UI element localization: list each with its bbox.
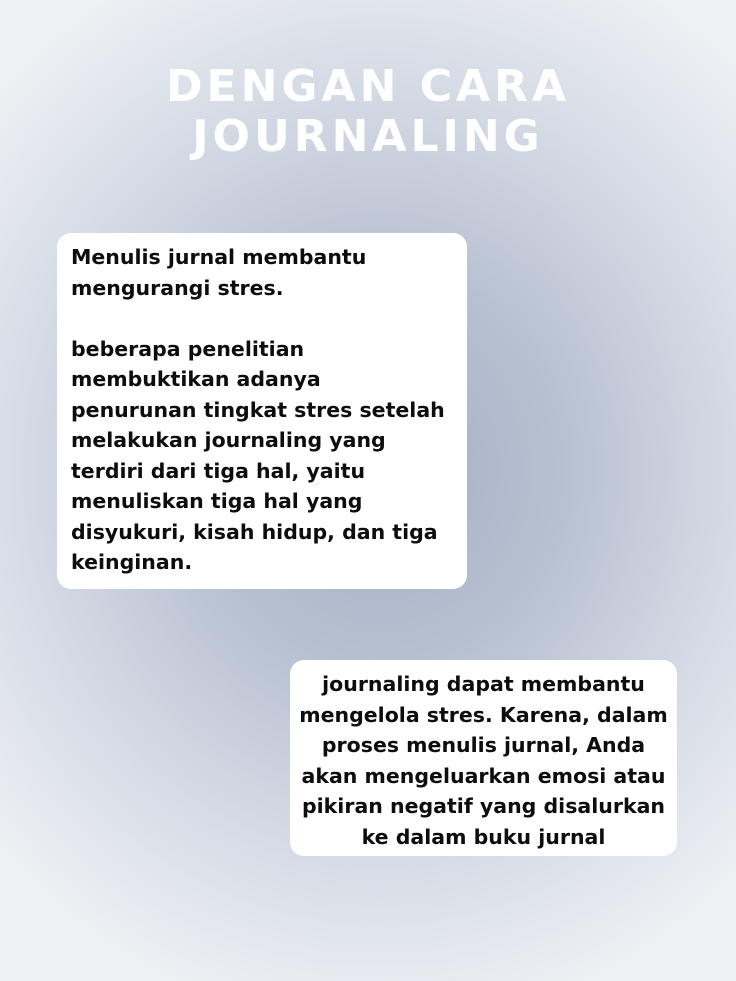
card-right-body: journaling dapat membantu mengelola stres. Karena, dalam proses menulis jurnal, Anda akan mengeluarkan emosi atau pikiran negatif yang disalurkan ke dalam buku jurnal xyxy=(299,672,668,849)
info-card-left xyxy=(57,233,467,589)
paragraph-spacer xyxy=(71,303,453,334)
card-left-body: beberapa penelitian membuktikan adanya penurunan tingkat stres setelah melakukan journaling yang terdiri dari tiga hal, yaitu menuliskan tiga hal yang disyukuri, kisah hidup, dan tiga keinginan. xyxy=(71,336,445,574)
page-title xyxy=(0,62,736,162)
title-line-1: DENGAN CARA xyxy=(166,61,570,112)
info-card-right xyxy=(290,660,677,856)
card-left-heading: Menulis jurnal membantu mengurangi stres. xyxy=(71,245,367,300)
title-line-2: JOURNALING xyxy=(192,111,544,162)
